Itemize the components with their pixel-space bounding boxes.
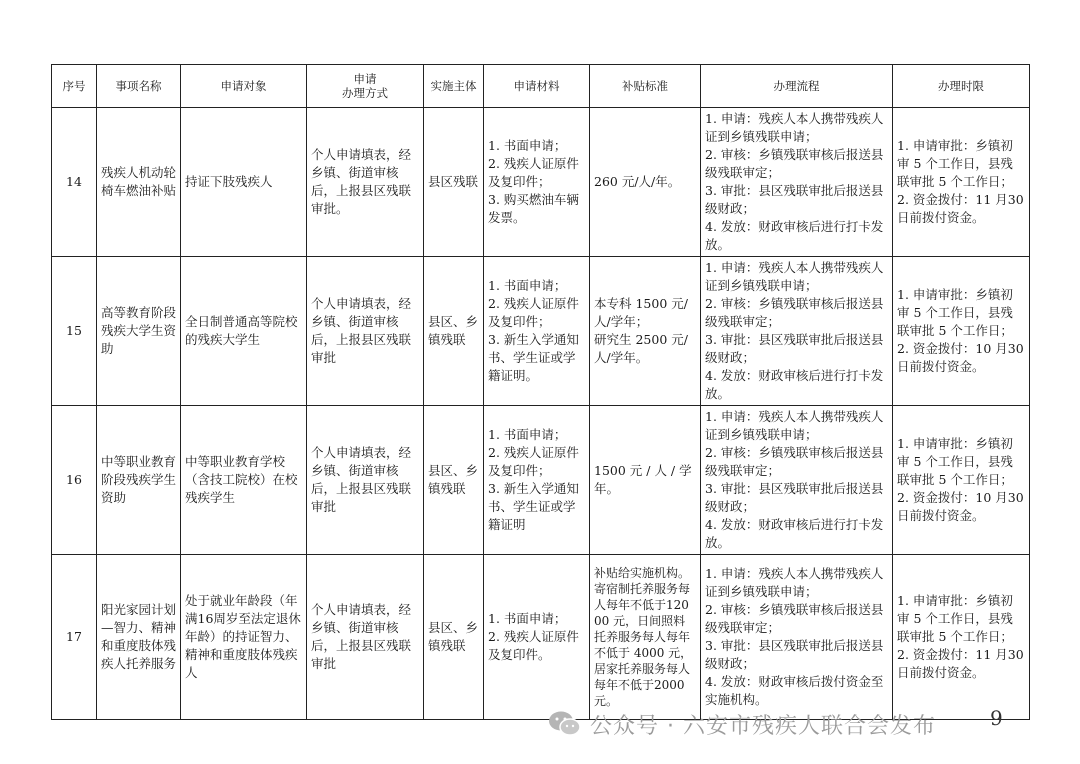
application-method: 个人申请填表，经乡镇、街道审核后，上报县区残联审批 [307,406,424,555]
applicant-target: 持证下肢残疾人 [181,108,307,257]
header-cell: 申请对象 [181,65,307,108]
application-materials: 1. 书面申请； 2. 残疾人证原件及复印件； 3. 购买燃油车辆发票。 [484,108,590,257]
processing-deadline: 1. 申请审批：乡镇初审 5 个工作日，县残联审批 5 个工作日； 2. 资金拨付：10 月30 日前拨付资金。 [893,257,1030,406]
processing-deadline: 1. 申请审批：乡镇初审 5 个工作日，县残联审批 5 个工作日； 2. 资金拨付：11 月30 日前拨付资金。 [893,108,1030,257]
table-row [52,108,1030,257]
processing-deadline: 1. 申请审批：乡镇初审 5 个工作日，县残联审批 5 个工作日； 2. 资金拨付：11 月30 日前拨付资金。 [893,555,1030,720]
application-materials: 1. 书面申请； 2. 残疾人证原件及复印件。 [484,555,590,720]
subsidy-standard: 1500 元 / 人 / 学年。 [590,406,701,555]
row-number: 16 [52,406,97,555]
table-row [52,555,1030,720]
header-cell: 办理时限 [893,65,1030,108]
process-steps: 1. 申请：残疾人本人携带残疾人证到乡镇残联申请； 2. 审核：乡镇残联审核后报送县级残联审定； 3. 审批：县区残联审批后报送县级财政； 4. 发放：财政审核后进行打卡发放。 [701,257,893,406]
implementing-agency: 县区、乡镇残联 [424,406,484,555]
application-method: 个人申请填表，经乡镇、街道审核后，上报县区残联审批。 [307,108,424,257]
table-row [52,257,1030,406]
row-number: 17 [52,555,97,720]
row-number: 15 [52,257,97,406]
applicant-target: 处于就业年龄段（年满16周岁至法定退休年龄）的持证智力、精神和重度肢体残疾人 [181,555,307,720]
item-name: 阳光家园计划—智力、精神和重度肢体残疾人托养服务 [97,555,181,720]
watermark-text: 公众号 · 六安市残疾人联合会发布 [590,713,936,739]
wechat-icon [548,710,582,738]
header-cell: 申请材料 [484,65,590,108]
header-cell: 事项名称 [97,65,181,108]
header-cell: 办理流程 [701,65,893,108]
process-steps: 1. 申请：残疾人本人携带残疾人证到乡镇残联申请； 2. 审核：乡镇残联审核后报送县级残联审定； 3. 审批：县区残联审批后报送县级财政； 4. 发放：财政审核后进行打卡发放。 [701,406,893,555]
application-method: 个人申请填表，经乡镇、街道审核后，上报县区残联审批 [307,555,424,720]
table-row [52,406,1030,555]
applicant-target: 全日制普通高等院校的残疾大学生 [181,257,307,406]
item-name: 高等教育阶段残疾大学生资助 [97,257,181,406]
application-method: 个人申请填表，经乡镇、街道审核后，上报县区残联审批 [307,257,424,406]
table-header-row [52,65,1030,108]
application-materials: 1. 书面申请； 2. 残疾人证原件及复印件； 3. 新生入学通知书、学生证或学籍证明。 [484,257,590,406]
item-name: 中等职业教育阶段残疾学生资助 [97,406,181,555]
row-number: 14 [52,108,97,257]
service-table [51,64,1030,720]
implementing-agency: 县区、乡镇残联 [424,555,484,720]
header-cell: 实施主体 [424,65,484,108]
header-cell: 补贴标准 [590,65,701,108]
process-steps: 1. 申请：残疾人本人携带残疾人证到乡镇残联申请； 2. 审核：乡镇残联审核后报送县级残联审定； 3. 审批：县区残联审批后报送县级财政； 4. 发放：财政审核后拨付资金至实施机构。 [701,555,893,720]
applicant-target: 中等职业教育学校（含技工院校）在校残疾学生 [181,406,307,555]
processing-deadline: 1. 申请审批：乡镇初审 5 个工作日，县残联审批 5 个工作日； 2. 资金拨付：10 月30 日前拨付资金。 [893,406,1030,555]
header-cell: 申请 办理方式 [307,65,424,108]
process-steps: 1. 申请：残疾人本人携带残疾人证到乡镇残联申请； 2. 审核：乡镇残联审核后报送县级残联审定； 3. 审批：县区残联审批后报送县级财政； 4. 发放：财政审核后进行打卡发放。 [701,108,893,257]
item-name: 残疾人机动轮椅车燃油补贴 [97,108,181,257]
implementing-agency: 县区、乡镇残联 [424,257,484,406]
application-materials: 1. 书面申请； 2. 残疾人证原件及复印件； 3. 新生入学通知书、学生证或学籍证明 [484,406,590,555]
subsidy-standard: 补贴给实施机构。寄宿制托养服务每人每年不低于12000 元，日间照料托养服务每人每年不低于 4000 元，居家托养服务每人每年不低于2000 元。 [590,555,701,720]
implementing-agency: 县区残联 [424,108,484,257]
subsidy-standard: 本专科 1500 元/人/学年； 研究生 2500 元/人/学年。 [590,257,701,406]
header-cell: 序号 [52,65,97,108]
subsidy-standard: 260 元/人/年。 [590,108,701,257]
page-number: 9 [990,706,1003,730]
